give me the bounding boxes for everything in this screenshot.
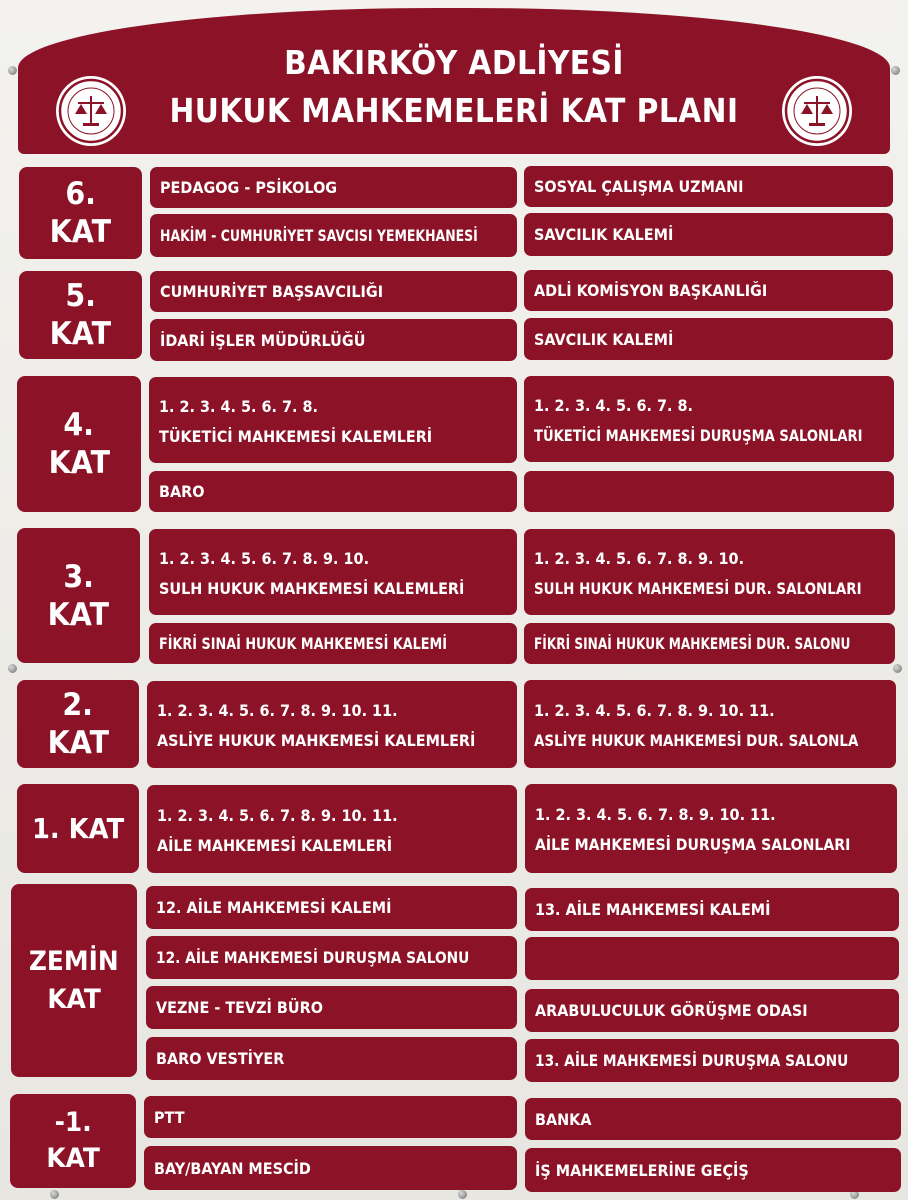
room-label: BARO xyxy=(159,482,205,501)
screw-icon xyxy=(893,664,902,673)
floor-number: 3. xyxy=(63,558,94,595)
room-label: ASLİYE HUKUK MAHKEMESİ DUR. SALONLA xyxy=(534,730,859,750)
room-label: 13. AİLE MAHKEMESİ DURUŞMA SALONU xyxy=(535,1051,849,1070)
room-sign xyxy=(525,1098,901,1140)
room-label: BANKA xyxy=(535,1109,592,1129)
room-sign xyxy=(524,376,894,462)
floor-label-2 xyxy=(17,680,139,768)
floor-word: KAT xyxy=(49,316,112,352)
room-label: AİLE MAHKEMESİ DURUŞMA SALONLARI xyxy=(535,835,851,854)
room-sign xyxy=(524,623,895,664)
room-label: ASLİYE HUKUK MAHKEMESİ KALEMLERİ xyxy=(157,731,476,750)
room-numbers: 1. 2. 3. 4. 5. 6. 7. 8. 9. 10. xyxy=(534,548,745,568)
room-sign xyxy=(144,1096,517,1138)
room-sign xyxy=(524,680,896,768)
room-label: 12. AİLE MAHKEMESİ DURUŞMA SALONU xyxy=(156,948,470,967)
floor-number: 6. xyxy=(65,176,96,212)
floor-word: KAT xyxy=(47,725,109,761)
floor-label-1 xyxy=(17,784,139,873)
room-label: FİKRİ SINAİ HUKUK MAHKEMESİ KALEMİ xyxy=(159,634,448,653)
screw-icon xyxy=(8,664,17,673)
floor-label-4 xyxy=(17,376,141,512)
floor-number: 5. xyxy=(65,278,96,314)
floor-label-5 xyxy=(19,271,142,359)
room-numbers: 1. 2. 3. 4. 5. 6. 7. 8. 9. 10. 11. xyxy=(157,805,398,825)
room-sign xyxy=(147,785,517,873)
room-numbers: 1. 2. 3. 4. 5. 6. 7. 8. 9. 10. 11. xyxy=(535,805,776,824)
room-label: PTT xyxy=(154,1107,185,1127)
room-sign xyxy=(146,936,517,979)
screw-icon xyxy=(50,1190,59,1199)
room-sign xyxy=(149,471,517,512)
room-sign xyxy=(524,166,893,207)
room-label: TÜKETİCİ MAHKEMESİ KALEMLERİ xyxy=(159,426,433,446)
room-numbers: 1. 2. 3. 4. 5. 6. 7. 8. 9. 10. 11. xyxy=(534,700,775,720)
room-sign xyxy=(149,529,517,615)
room-sign xyxy=(149,623,517,664)
room-label: BAY/BAYAN MESCİD xyxy=(154,1158,311,1178)
room-label: İDARİ İŞLER MÜDÜRLÜĞÜ xyxy=(160,330,366,350)
room-sign xyxy=(146,986,517,1029)
floor-number: 4. xyxy=(63,407,95,443)
room-label: VEZNE - TEVZİ BÜRO xyxy=(156,998,323,1017)
floor-word: KAT xyxy=(48,445,110,481)
room-sign xyxy=(524,270,893,311)
room-numbers: 1. 2. 3. 4. 5. 6. 7. 8. 9. 10. xyxy=(159,548,370,568)
screw-icon xyxy=(8,66,17,75)
room-numbers: 1. 2. 3. 4. 5. 6. 7. 8. xyxy=(159,396,319,416)
room-numbers: 1. 2. 3. 4. 5. 6. 7. 8. 9. 10. 11. xyxy=(157,701,398,720)
room-sign xyxy=(150,214,517,257)
room-label: SAVCILIK KALEMİ xyxy=(534,225,674,244)
floor-label-3 xyxy=(17,528,140,663)
room-label: SULH HUKUK MAHKEMESİ KALEMLERİ xyxy=(159,578,465,598)
room-sign xyxy=(149,377,517,463)
room-sign xyxy=(150,271,517,312)
room-label: SOSYAL ÇALIŞMA UZMANI xyxy=(534,177,744,196)
room-sign xyxy=(524,213,893,256)
room-sign xyxy=(525,888,899,931)
room-sign xyxy=(525,989,899,1032)
room-label: CUMHURİYET BAŞSAVCILIĞI xyxy=(160,282,384,301)
room-label: SULH HUKUK MAHKEMESİ DUR. SALONLARI xyxy=(534,578,862,598)
room-sign xyxy=(524,529,895,615)
room-label: FİKRİ SINAİ HUKUK MAHKEMESİ DUR. SALONU xyxy=(534,634,851,653)
room-label: ARABULUCULUK GÖRÜŞME ODASI xyxy=(535,1001,808,1020)
floor-label-ground xyxy=(11,884,137,1077)
room-label: 12. AİLE MAHKEMESİ KALEMİ xyxy=(156,898,392,917)
floor-number: 2. xyxy=(62,687,94,723)
room-numbers: 1. 2. 3. 4. 5. 6. 7. 8. xyxy=(534,395,694,415)
screw-icon xyxy=(458,1190,467,1199)
room-label: BARO VESTİYER xyxy=(156,1049,285,1068)
floor-number: -1. xyxy=(54,1107,92,1138)
room-label: İŞ MAHKEMELERİNE GEÇİŞ xyxy=(535,1160,749,1180)
room-label: 13. AİLE MAHKEMESİ KALEMİ xyxy=(535,900,771,919)
room-sign-blank xyxy=(524,471,894,512)
room-sign xyxy=(525,1148,901,1192)
room-label: ADLİ KOMİSYON BAŞKANLIĞI xyxy=(534,281,768,300)
sign-subtitle: HUKUK MAHKEMELERİ KAT PLANI xyxy=(169,91,739,130)
room-label: TÜKETİCİ MAHKEMESİ DURUŞMA SALONLARI xyxy=(534,425,863,445)
room-sign xyxy=(150,167,517,208)
room-sign-blank xyxy=(525,937,899,980)
floor-word: KAT xyxy=(49,214,112,250)
room-sign xyxy=(525,1039,899,1082)
room-sign xyxy=(144,1146,517,1190)
floor-number: 1. KAT xyxy=(31,812,125,845)
floor-number: ZEMİN xyxy=(29,945,119,977)
room-label: AİLE MAHKEMESİ KALEMLERİ xyxy=(157,835,393,855)
room-sign xyxy=(525,784,897,873)
room-label: SAVCILIK KALEMİ xyxy=(534,329,674,349)
room-sign xyxy=(146,886,517,929)
room-sign xyxy=(146,1037,517,1080)
sign-header xyxy=(18,8,890,154)
screw-icon xyxy=(891,66,900,75)
sign-title: BAKIRKÖY ADLİYESİ xyxy=(284,43,624,82)
floor-word: KAT xyxy=(47,596,110,633)
room-label: PEDAGOG - PSİKOLOG xyxy=(160,178,338,197)
floor-word: KAT xyxy=(46,1143,100,1174)
floor-word: KAT xyxy=(47,983,101,1015)
floor-label-basement xyxy=(10,1094,136,1188)
room-sign xyxy=(147,681,517,768)
floor-label-6 xyxy=(19,167,142,259)
room-sign xyxy=(524,318,893,360)
room-label: HAKİM - CUMHURİYET SAVCISI YEMEKHANESİ xyxy=(160,226,478,245)
room-sign xyxy=(150,319,517,361)
